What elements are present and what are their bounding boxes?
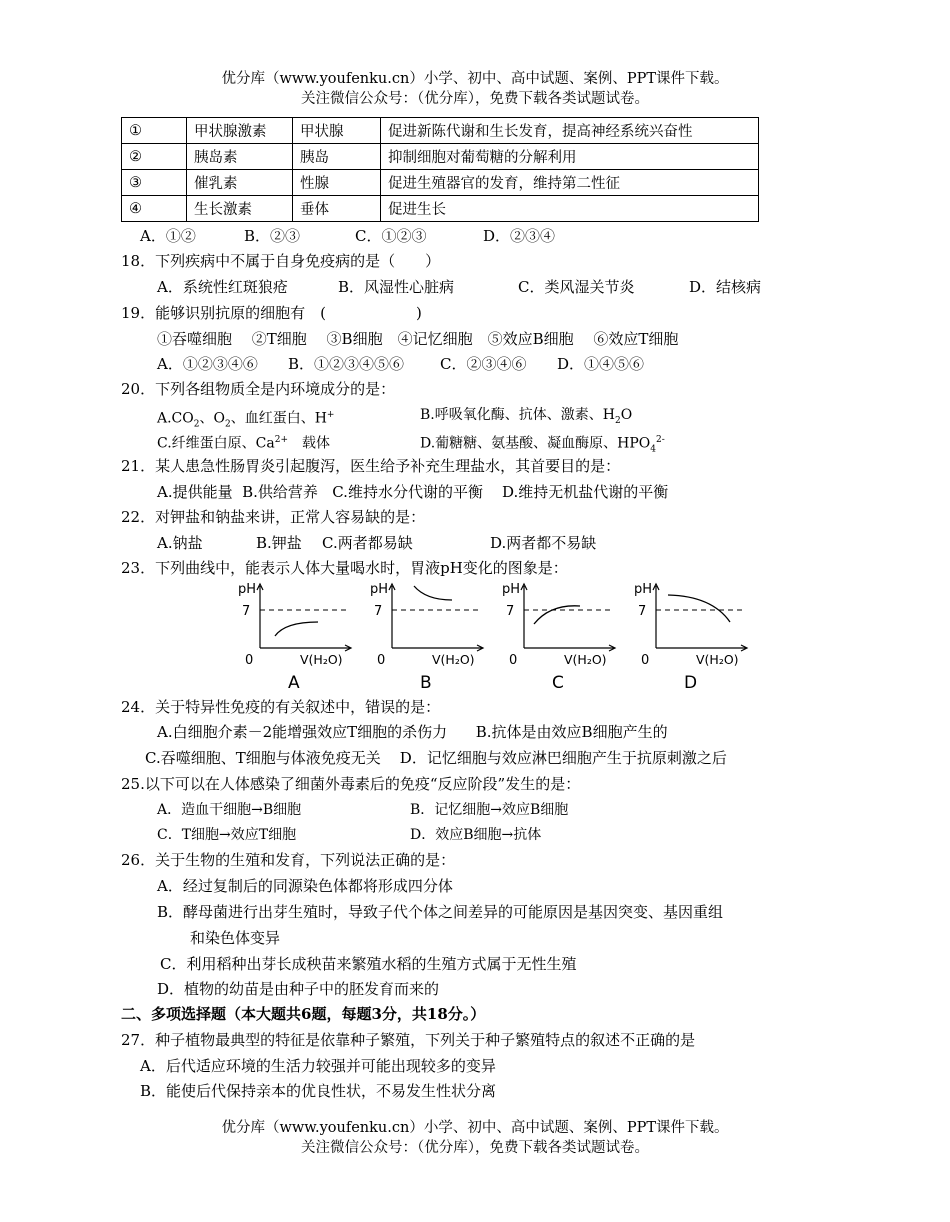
table-cell: 催乳素 [187,170,293,196]
table-cell: 促进新陈代谢和生长发育，提高神经系统兴奋性 [381,118,759,144]
seven-label: 7 [638,604,647,619]
seven-label: 7 [374,604,383,619]
table-row [122,144,759,170]
q26-option-d: D．植物的幼苗是由种子中的胚发育而来的 [157,980,440,998]
xlabel: V(H₂O) [696,652,739,667]
q18-stem: 18．下列疾病中不属于自身免疫病的是（ ） [121,252,441,270]
graph-letter: C [552,673,564,693]
q18-option-a: A．系统性红斑狼疮 [157,278,288,296]
q22-stem: 22．对钾盐和钠盐来讲，正常人容易缺的是： [121,508,426,526]
q20-option-b: B.呼吸氧化酶、抗体、激素、$H_2O$ [420,407,633,426]
section-2-title: 二、多项选择题（本大题共6题，每题3分，共18分。） [121,1005,486,1023]
q17-option-b: B．②③ [244,227,301,245]
q18-option-c: C．类风湿关节炎 [518,278,635,296]
origin-label: 0 [509,653,518,668]
q19-option-a: A．①②③④⑥ [157,355,258,373]
q20-option-c: C.纤维蛋白原、$Ca^{2+}$ 载体 [157,435,331,452]
ph-curve [534,606,580,624]
q17-option-a: A．①② [140,227,196,245]
q17-option-d: D．②③④ [483,227,556,245]
table-row [122,170,759,196]
header-line-2: 关注微信公众号：（优分库），免费下载各类试题试卷。 [301,91,649,107]
q25-option-c: C．T细胞→效应T细胞 [157,827,297,843]
q20-stem: 20．下列各组物质全是内环境成分的是： [121,380,396,398]
ylabel: pH [370,582,389,597]
q18-option-b: B．风湿性心脏病 [338,278,455,296]
q19-stem: 19．能够识别抗原的细胞有 ( ) [121,304,422,322]
hormone-table [121,117,759,222]
q17-option-c: C．①②③ [355,227,427,245]
ph-curve [414,586,452,600]
q24-options-row1: A.白细胞介素－2能增强效应T细胞的杀伤力 B.抗体是由效应B细胞产生的 [157,723,668,741]
q25-stem: 25.以下可以在人体感染了细菌外毒素后的免疫“反应阶段”发生的是： [121,775,581,793]
table-cell: ② [122,144,187,170]
table-cell: 垂体 [293,196,381,222]
table-cell: 胰岛 [293,144,381,170]
table-cell: ① [122,118,187,144]
table-cell: 抑制细胞对葡萄糖的分解利用 [381,144,759,170]
q25-option-a: A．造血干细胞→B细胞 [157,802,302,818]
table-cell: 胰岛素 [187,144,293,170]
q19-items: ①吞噬细胞 ②T细胞 ③B细胞 ④记忆细胞 ⑤效应B细胞 ⑥效应T细胞 [157,330,679,348]
q24-options-row2: C.吞噬细胞、T细胞与体液免疫无关 D．记忆细胞与效应淋巴细胞产生于抗原刺激之后 [145,749,727,767]
q19-option-d: D．①④⑤⑥ [557,355,645,373]
header-line-1: 优分库（www.youfenku.cn）小学、初中、高中试题、案例、PPT课件下载。 [221,71,729,87]
q19-option-b: B．①②③④⑤⑥ [288,355,405,373]
q26-option-c: C．利用稻种出芽长成秧苗来繁殖水稻的生殖方式属于无性生殖 [160,955,577,973]
xlabel: V(H₂O) [432,652,475,667]
q23-graph-b [362,578,492,698]
seven-label: 7 [506,604,515,619]
xlabel: V(H₂O) [300,652,343,667]
q26-option-a: A．经过复制后的同源染色体都将形成四分体 [157,877,453,895]
table-cell: 甲状腺 [293,118,381,144]
q24-stem: 24．关于特异性免疫的有关叙述中，错误的是： [121,698,441,716]
q25-option-d: D．效应B细胞→抗体 [410,827,542,843]
footer-line-2: 关注微信公众号：（优分库），免费下载各类试题试卷。 [301,1140,649,1156]
q19-option-c: C．②③④⑥ [440,355,527,373]
q22-option-a: A.钠盐 [157,534,203,552]
table-cell: 性腺 [293,170,381,196]
table-row [122,196,759,222]
ph-curve [275,622,318,636]
seven-label: 7 [242,604,251,619]
origin-label: 0 [245,653,254,668]
graph-letter: A [288,673,300,693]
q23-graph-c [494,578,624,698]
q26-option-b-cont: 和染色体变异 [190,929,281,947]
origin-label: 0 [377,653,386,668]
xlabel: V(H₂O) [564,652,607,667]
q23-graph-a [230,578,360,698]
table-cell: ④ [122,196,187,222]
q26-stem: 26．关于生物的生殖和发育，下列说法正确的是： [121,851,456,869]
ylabel: pH [502,582,521,597]
q21-stem: 21．某人患急性肠胃炎引起腹泻，医生给予补充生理盐水，其首要目的是： [121,457,621,475]
q18-option-d: D．结核病 [689,278,762,296]
ph-curve [668,595,730,622]
table-cell: ③ [122,170,187,196]
q22-option-b: B.钾盐 [256,534,302,552]
q21-options: A.提供能量 B.供给营养 C.维持水分代谢的平衡 D.维持无机盐代谢的平衡 [157,483,669,501]
ylabel: pH [238,582,257,597]
q23-graph-d [626,578,756,698]
graph-letter: D [684,673,698,693]
table-cell: 促进生殖器官的发育，维持第二性征 [381,170,759,196]
q26-option-b: B．酵母菌进行出芽生殖时，导致子代个体之间差异的可能原因是基因突变、基因重组 [157,903,724,921]
q25-option-b: B．记忆细胞→效应B细胞 [410,802,569,818]
table-row [122,118,759,144]
origin-label: 0 [641,653,650,668]
q27-option-a: A．后代适应环境的生活力较强并可能出现较多的变异 [140,1057,496,1075]
q22-option-c: C.两者都易缺 [322,534,413,552]
table-cell: 促进生长 [381,196,759,222]
q22-option-d: D.两者都不易缺 [490,534,597,552]
ylabel: pH [634,582,653,597]
q27-stem: 27．种子植物最典型的特征是依靠种子繁殖，下列关于种子繁殖特点的叙述不正确的是 [121,1031,696,1049]
graph-letter: B [420,673,432,693]
q20-option-d: D.葡糖糖、氨基酸、凝血酶原、$HPO_4^{2-}$ [420,435,665,455]
q23-stem: 23．下列曲线中，能表示人体大量喝水时，胃液pH变化的图象是： [121,559,568,577]
q27-option-b: B．能使后代保持亲本的优良性状，不易发生性状分离 [140,1082,497,1100]
q20-option-a: $A.CO_2$、$O_2$、血红蛋白、H+ [157,410,335,430]
footer-line-1: 优分库（www.youfenku.cn）小学、初中、高中试题、案例、PPT课件下载。 [221,1120,729,1136]
table-cell: 甲状腺激素 [187,118,293,144]
table-cell: 生长激素 [187,196,293,222]
